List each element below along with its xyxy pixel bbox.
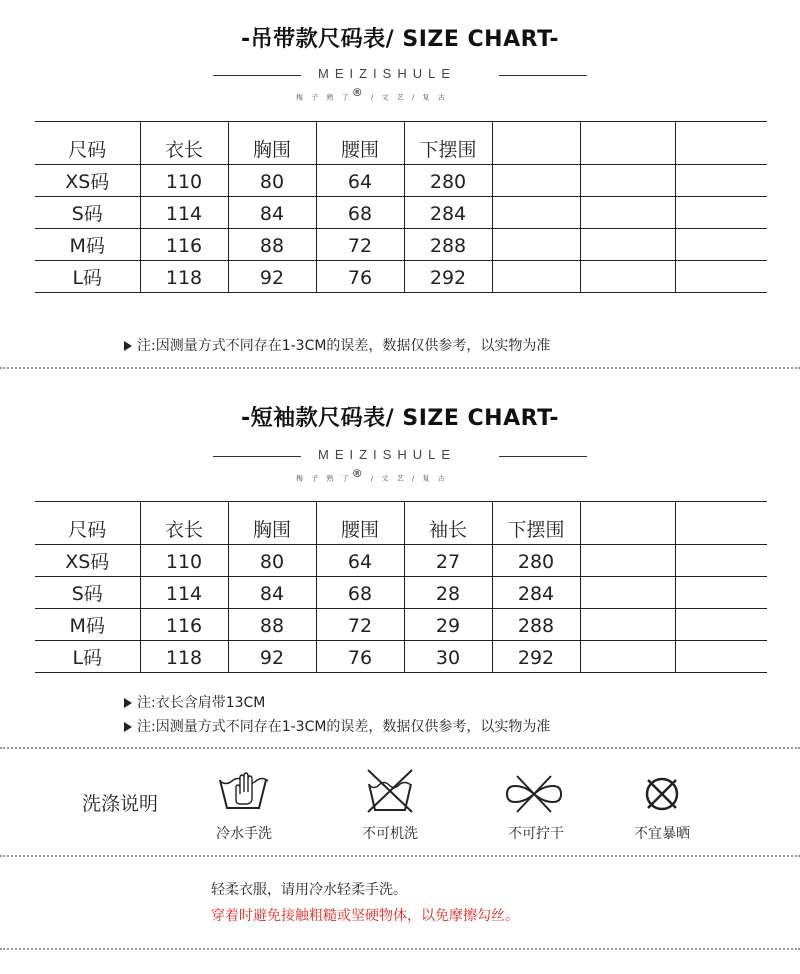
table-cell — [675, 609, 767, 641]
table-cell: 30 — [404, 641, 492, 673]
table-cell: 76 — [316, 261, 404, 293]
table-cell — [580, 545, 675, 577]
hand-wash-cold-icon — [214, 770, 274, 814]
header-cell — [580, 122, 675, 165]
header-cell: 下摆围 — [492, 502, 580, 545]
care-warning-line: 穿着时避免接触粗糙或坚硬物体，以免摩擦勾丝。 — [211, 908, 519, 924]
table-cell: 288 — [492, 609, 580, 641]
table-cell: 27 — [404, 545, 492, 577]
header-cell: 尺码 — [35, 122, 140, 165]
brand-divider-right — [499, 456, 587, 457]
table-cell — [580, 165, 675, 197]
header-cell: 袖长 — [404, 502, 492, 545]
header-cell: 胸围 — [228, 122, 316, 165]
table-cell: 29 — [404, 609, 492, 641]
table-cell: 116 — [140, 609, 228, 641]
brand-divider-left — [213, 75, 301, 76]
shoulder-strap-note: 注:衣长含肩带13CM — [124, 692, 265, 712]
table-cell: S码 — [35, 197, 140, 229]
measurement-note: 注:因测量方式不同存在1-3CM的误差，数据仅供参考，以实物为准 — [124, 335, 550, 355]
dotted-divider — [0, 747, 800, 749]
table-cell — [492, 261, 580, 293]
table-cell: 118 — [140, 261, 228, 293]
table-cell: L码 — [35, 261, 140, 293]
table-cell — [580, 577, 675, 609]
brand-subtitle: 梅 子 熟 了® / 文 艺 / 复 古 — [296, 467, 448, 483]
header-cell: 衣长 — [140, 122, 228, 165]
table-cell: 292 — [404, 261, 492, 293]
header-cell — [580, 502, 675, 545]
table-cell: 114 — [140, 577, 228, 609]
table-cell: 64 — [316, 165, 404, 197]
table-cell: 80 — [228, 165, 316, 197]
table-cell: M码 — [35, 229, 140, 261]
table-cell: XS码 — [35, 545, 140, 577]
triangle-bullet-icon — [124, 722, 132, 732]
header-cell: 腰围 — [316, 122, 404, 165]
table-cell: 284 — [492, 577, 580, 609]
table-cell: 84 — [228, 197, 316, 229]
brand-logo: MEIZISHULE — [318, 66, 457, 81]
care-instruction-line: 轻柔衣服，请用冷水轻柔手洗。 — [211, 882, 407, 898]
table-cell: M码 — [35, 609, 140, 641]
header-cell — [675, 502, 767, 545]
table-row — [35, 165, 767, 197]
header-cell: 尺码 — [35, 502, 140, 545]
washing-instructions-title: 洗涤说明 — [82, 793, 159, 815]
table-row — [35, 577, 767, 609]
table-row — [35, 229, 767, 261]
brand-divider-right — [499, 75, 587, 76]
header-cell: 胸围 — [228, 502, 316, 545]
no-wring-icon — [503, 772, 563, 816]
table-cell: 92 — [228, 261, 316, 293]
table-cell: 280 — [492, 545, 580, 577]
table-cell: 84 — [228, 577, 316, 609]
table-cell: 80 — [228, 545, 316, 577]
table-header-row — [35, 502, 767, 545]
table-cell — [492, 229, 580, 261]
table-cell — [675, 641, 767, 673]
table-cell: 72 — [316, 229, 404, 261]
table-row — [35, 641, 767, 673]
section2-title: -短袖款尺码表/ SIZE CHART- — [241, 406, 559, 431]
table-cell — [580, 641, 675, 673]
table-cell: 280 — [404, 165, 492, 197]
table-cell: 88 — [228, 609, 316, 641]
table-cell: 118 — [140, 641, 228, 673]
table-cell — [675, 577, 767, 609]
table-cell — [675, 165, 767, 197]
table-cell: 76 — [316, 641, 404, 673]
table-cell: 116 — [140, 229, 228, 261]
table-header-row — [35, 122, 767, 165]
table-cell — [580, 609, 675, 641]
dotted-divider — [0, 855, 800, 857]
dotted-divider — [0, 948, 800, 950]
table-cell: 72 — [316, 609, 404, 641]
table-cell: 288 — [404, 229, 492, 261]
table-cell — [580, 229, 675, 261]
triangle-bullet-icon — [124, 341, 132, 351]
table-cell: 114 — [140, 197, 228, 229]
no-machine-wash-icon — [360, 768, 420, 812]
brand-logo: MEIZISHULE — [318, 447, 457, 462]
table-cell: 284 — [404, 197, 492, 229]
measurement-note: 注:因测量方式不同存在1-3CM的误差，数据仅供参考，以实物为准 — [124, 716, 550, 736]
no-wring-label: 不可拧干 — [508, 826, 564, 842]
table-cell: 110 — [140, 545, 228, 577]
section1-title: -吊带款尺码表/ SIZE CHART- — [241, 27, 559, 52]
table-cell — [492, 165, 580, 197]
header-cell — [492, 122, 580, 165]
no-sun-dry-label: 不宜暴晒 — [634, 826, 690, 842]
table-row — [35, 197, 767, 229]
header-cell: 衣长 — [140, 502, 228, 545]
table-cell: 28 — [404, 577, 492, 609]
table-cell: XS码 — [35, 165, 140, 197]
table-cell: S码 — [35, 577, 140, 609]
table-cell — [675, 197, 767, 229]
table-row — [35, 261, 767, 293]
table-row — [35, 545, 767, 577]
size-chart-table-2 — [35, 501, 767, 673]
header-cell: 下摆围 — [404, 122, 492, 165]
no-machine-wash-label: 不可机洗 — [362, 826, 418, 842]
hand-wash-label: 冷水手洗 — [216, 826, 272, 842]
table-cell: 292 — [492, 641, 580, 673]
table-cell: L码 — [35, 641, 140, 673]
triangle-bullet-icon — [124, 698, 132, 708]
brand-subtitle: 梅 子 熟 了® / 文 艺 / 复 古 — [296, 86, 448, 102]
no-sun-dry-icon — [632, 772, 692, 816]
table-row — [35, 609, 767, 641]
size-chart-table-1 — [35, 121, 767, 293]
table-cell: 88 — [228, 229, 316, 261]
table-cell: 68 — [316, 197, 404, 229]
table-cell — [580, 261, 675, 293]
table-cell — [675, 261, 767, 293]
header-cell: 腰围 — [316, 502, 404, 545]
table-cell: 68 — [316, 577, 404, 609]
dotted-divider — [0, 367, 800, 369]
table-cell: 92 — [228, 641, 316, 673]
table-cell: 110 — [140, 165, 228, 197]
table-cell — [492, 197, 580, 229]
table-cell — [580, 197, 675, 229]
table-cell: 64 — [316, 545, 404, 577]
header-cell — [675, 122, 767, 165]
brand-divider-left — [213, 456, 301, 457]
table-cell — [675, 545, 767, 577]
table-cell — [675, 229, 767, 261]
